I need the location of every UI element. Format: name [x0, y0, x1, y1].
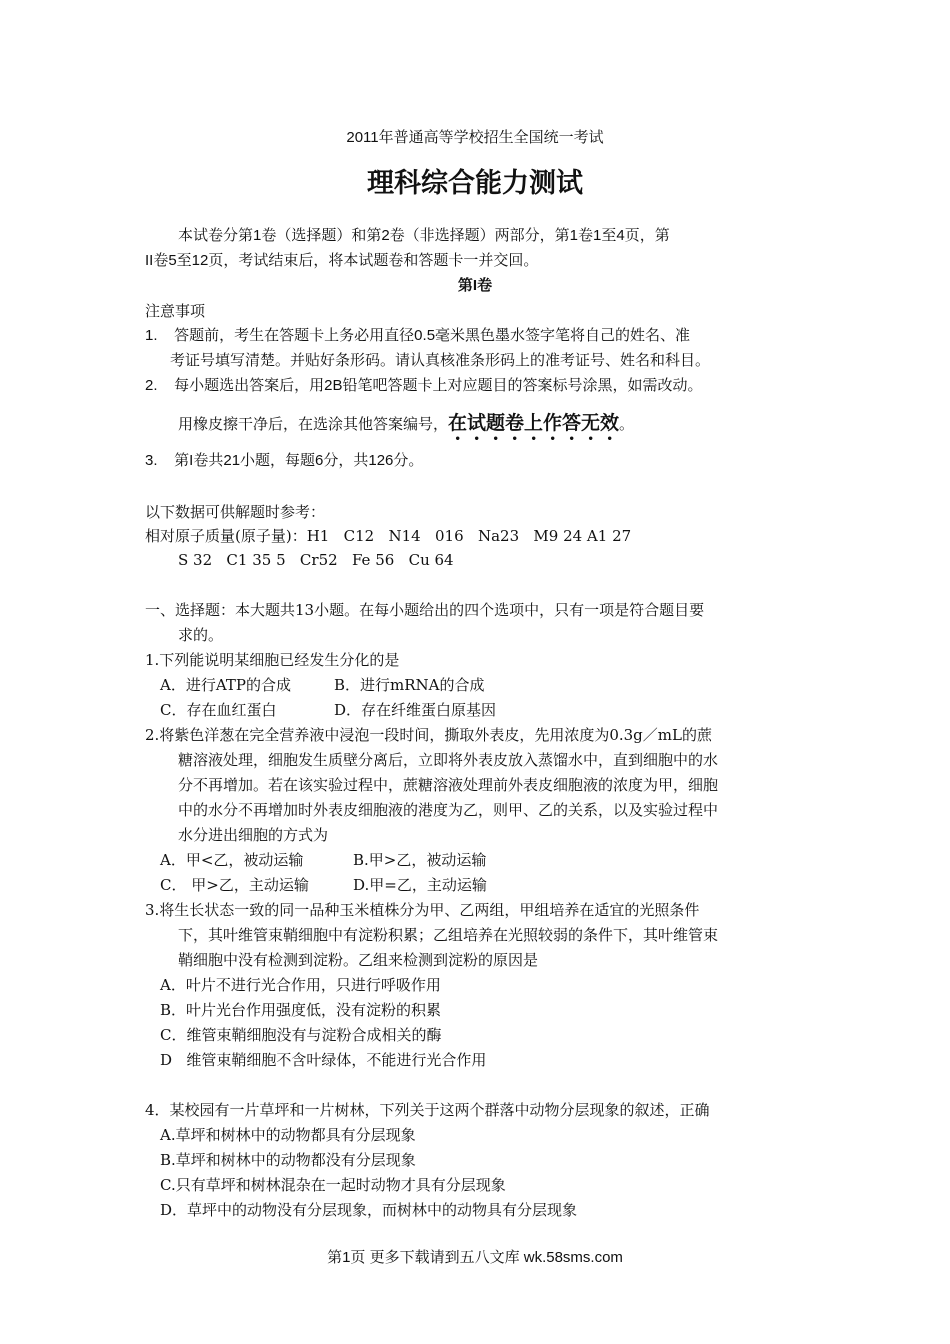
- q1-option-b: B．进行mRNA的合成: [334, 676, 485, 694]
- q4-option-a: A.草坪和树林中的动物都具有分层现象: [160, 1126, 416, 1144]
- reference-intro: 以下数据可供解题时参考：: [145, 503, 326, 521]
- note-item-1-cont: 考证号填写清楚。并贴好条形码。请认真核准条形码上的准考证号、姓名和科目。: [170, 352, 711, 369]
- q2-option-a: A．甲<乙，被动运输: [160, 851, 304, 869]
- note-item-1: 1. 答题前，考生在答题卡上务必用直径0.5毫米黑色墨水签字笔将自己的姓名、准: [145, 327, 691, 344]
- q2-option-d: D.甲=乙，主动运输: [353, 876, 487, 894]
- note-item-2: 2. 每小题选出答案后，用2B铅笔吧答题卡上对应题目的答案标号涂黑，如需改动。: [145, 377, 703, 394]
- q2-option-c: C． 甲>乙，主动运输: [160, 876, 309, 894]
- exam-year-title: 2011年普通高等学校招生全国统一考试: [346, 129, 604, 146]
- question-2-options-ab: [160, 850, 486, 870]
- question-3-stem-2: 下，其叶维管束鞘细胞中有淀粉积累；乙组培养在光照较弱的条件下，其叶维管束: [178, 926, 719, 944]
- question-2-stem: 2.将紫色洋葱在完全营养液中浸泡一段时间，撕取外表皮，先用浓度为0.3g／mL的蔗: [145, 726, 712, 744]
- atomic-masses-1: 相对原子质量(原子量)：H1 C12 N14 016 Na23 M9 24 A1 27: [145, 527, 632, 545]
- q3-option-d: D 维管束鞘细胞不含叶绿体，不能进行光合作用: [160, 1051, 487, 1069]
- question-1-options-ab: [160, 675, 485, 695]
- q1-option-c: C．存在血红蛋白: [160, 701, 277, 719]
- q4-option-d: D．草坪中的动物没有分层现象，而树林中的动物具有分层现象: [160, 1201, 578, 1219]
- question-1-options-cd: [160, 700, 496, 720]
- note-item-2-end: 。: [619, 416, 635, 433]
- section-title: 第I卷: [457, 277, 493, 294]
- note-item-2-cont: [178, 410, 634, 445]
- question-2-options-cd: [160, 875, 487, 895]
- q4-option-b: B.草坪和树林中的动物都没有分层现象: [160, 1151, 416, 1169]
- q4-option-c: C.只有草坪和树林混杂在一起时动物才具有分层现象: [160, 1176, 506, 1194]
- q1-option-d: D．存在纤维蛋白原基因: [334, 701, 497, 719]
- q3-option-a: A．叶片不进行光合作用，只进行呼吸作用: [160, 976, 441, 994]
- question-4-stem: 4．某校园有一片草坪和一片树林，下列关于这两个群落中动物分层现象的叙述，正确: [145, 1101, 710, 1119]
- notes-title: 注意事项: [145, 302, 206, 320]
- part1-title-cont: 求的。: [178, 626, 224, 644]
- note-item-3: 3. 第I卷共21小题，每题6分，共126分。: [145, 452, 424, 469]
- q3-option-b: B．叶片光台作用强度低，没有淀粉的积累: [160, 1001, 442, 1019]
- question-2-stem-2: 糖溶液处理，细胞发生质壁分离后，立即将外表皮放入蒸馏水中，直到细胞中的水: [178, 751, 719, 769]
- question-1-stem: 1.下列能说明某细胞已经发生分化的是: [145, 651, 400, 669]
- question-2-stem-4: 中的水分不再增加时外表皮细胞液的港度为乙，则甲、乙的关系，以及实验过程中: [178, 801, 719, 819]
- page-footer: 第1页 更多下载请到五八文库 wk.58sms.com: [327, 1249, 623, 1266]
- note-item-2-text: 用橡皮擦干净后，在选涂其他答案编号，: [178, 416, 449, 433]
- note-item-2-emphasis: 在试题卷上作答无效: [448, 412, 620, 434]
- question-2-stem-3: 分不再增加。若在该实验过程中，蔗糖溶液处理前外表皮细胞液的浓度为甲，细胞: [178, 776, 719, 794]
- intro-line-2: II卷5至12页，考试结束后，将本试题卷和答题卡一并交回。: [145, 252, 539, 269]
- intro-line-1: 本试卷分第1卷（选择题）和第2卷（非选择题）两部分，第1卷1至4页，第: [178, 227, 670, 244]
- question-3-stem: 3.将生长状态一致的同一品种玉米植株分为甲、乙两组，甲组培养在适宜的光照条件: [145, 901, 700, 919]
- q2-option-b: B.甲>乙，被动运输: [353, 851, 487, 869]
- question-2-stem-5: 水分进出细胞的方式为: [178, 826, 329, 844]
- question-3-stem-3: 鞘细胞中没有检测到淀粉。乙组来检测到淀粉的原因是: [178, 951, 539, 969]
- part1-title: 一、选择题：本大题共13小题。在每小题给出的四个选项中，只有一项是符合题目要: [145, 601, 705, 619]
- page-title: 理科综合能力测试: [367, 168, 583, 199]
- q1-option-a: A．进行ATP的合成: [160, 676, 291, 694]
- q3-option-c: C．维管束鞘细胞没有与淀粉合成相关的酶: [160, 1026, 442, 1044]
- atomic-masses-2: S 32 C1 35 5 Cr52 Fe 56 Cu 64: [178, 551, 454, 569]
